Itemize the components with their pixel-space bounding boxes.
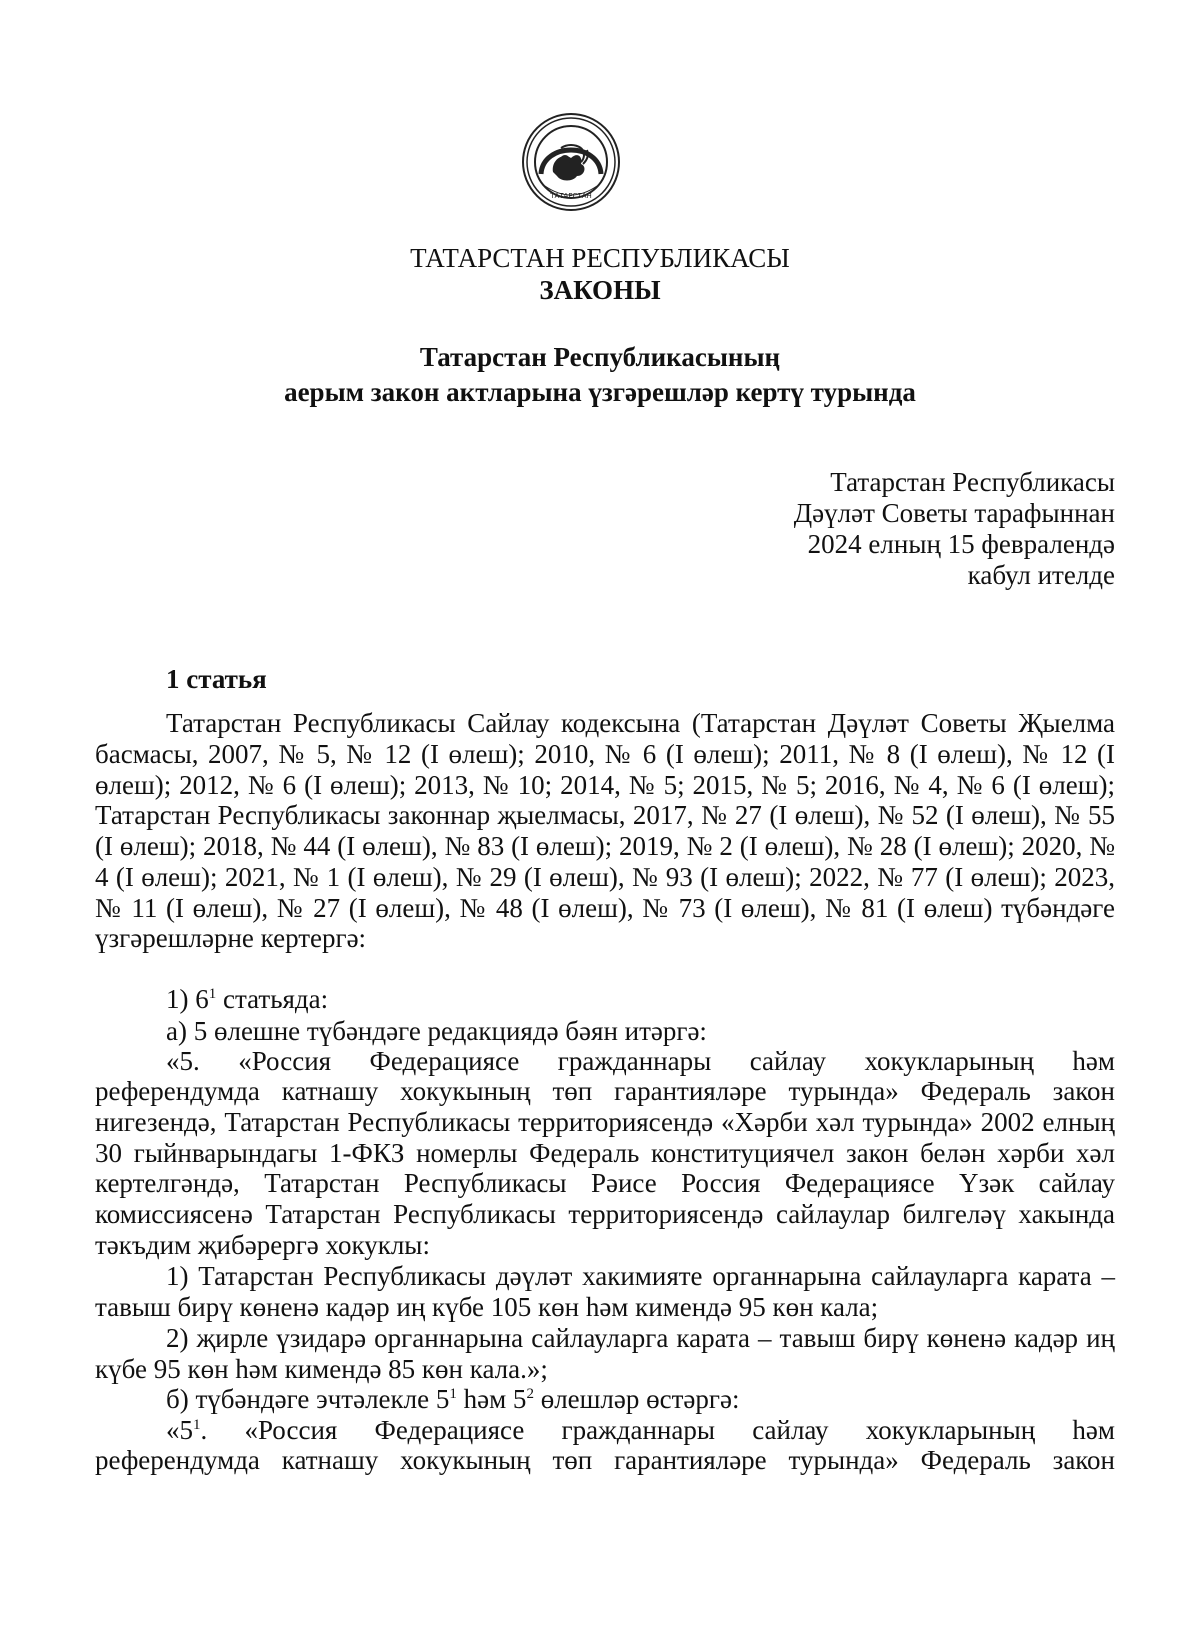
part-5-1-superscript: 1 bbox=[193, 1417, 201, 1433]
item-b-superscript-2: 2 bbox=[526, 1386, 534, 1402]
part-5-first-line: «5. «Россия Федерациясе гражданнары сайлау хокукларының һәм bbox=[166, 1046, 1115, 1076]
doc-type-heading: ЗАКОНЫ bbox=[539, 275, 661, 305]
part-5-paragraph: референдумда катнашу хокукының төп гарантияләре турында» Федераль закон нигезендә, Татарстан Республикасы территориясендә «Хәрби хәл турында» 2002 елның 30 гыйнварындагы 1-ФКЗ номерлы Федераль конституциячел закон белән хәрби хәл кертелгәндә, Татарстан Республикасы Рәисе Россия Федерациясе Үзәк сайлау комиссиясенә Татарстан Республикасы территориясендә сайлаулар билгеләү хакында тәкъдим җибәрергә хокуклы: bbox=[95, 1076, 1115, 1260]
law-title-line-2: аерым закон актларына үзгәрешләр кертү турында bbox=[284, 377, 916, 407]
item-1-line bbox=[166, 984, 328, 1014]
adoption-line-1: Татарстан Республикасы bbox=[830, 467, 1115, 497]
part-5-1-second-line: референдумда катнашу хокукының төп гарантияләре турында» Федераль закон bbox=[95, 1445, 1115, 1475]
item-b-text-mid: һәм 5 bbox=[456, 1384, 527, 1414]
item-1-superscript: 1 bbox=[208, 986, 217, 1002]
law-title-line-1: Татарстан Республикасының bbox=[419, 342, 781, 372]
part-5-1-pre: «5 bbox=[166, 1415, 193, 1445]
tatarstan-emblem-icon bbox=[521, 112, 621, 212]
part-5-1-post: . «Россия Федерациясе гражданнары сайлау хокукларының һәм bbox=[200, 1415, 1115, 1445]
republic-heading: ТАТАРСТАН РЕСПУБЛИКАСЫ bbox=[410, 243, 790, 273]
article-intro-paragraph: Татарстан Республикасы Сайлау кодексына (Татарстан Дәүләт Советы Җыелма басмасы, 2007, № 5, № 12 (I өлеш); 2010, № 6 (I өлеш); 2011, № 8 (I өлеш), № 12 (I өлеш); 2012, № 6 (I өлеш); 2013, № 10; 2014, № 5; 2015, № 5; 2016, № 4, № 6 (I өлеш); Татарстан Республикасы законнар җыелмасы, 2017, № 27 (I өлеш), № 52 (I өлеш), № 55 (I өлеш); 2018, № 44 (I өлеш), № 83 (I өлеш); 2019, № 2 (I өлеш), № 28 (I өлеш); 2020, № 4 (I өлеш); 2021, № 1 (I өлеш), № 29 (I өлеш), № 93 (I өлеш); 2022, № 77 (I өлеш); 2023, № 11 (I өлеш), № 27 (I өлеш), № 48 (I өлеш), № 73 (I өлеш), № 81 (I өлеш) түбәндәге үзгәрешләрне кертергә: bbox=[95, 708, 1115, 954]
subitem-1-paragraph: 1) Татарстан Республикасы дәүләт хакимияте органнарына сайлауларга карата – тавыш бирү көненә кадәр иң күбе 105 көн һәм кимендә 95 көн кала; bbox=[95, 1261, 1115, 1322]
emblem-text: ТАТАРСТАН bbox=[550, 192, 592, 200]
item-b-line bbox=[166, 1384, 739, 1414]
item-1-number: 1) 6 bbox=[166, 984, 209, 1014]
article-title: 1 статья bbox=[166, 664, 267, 694]
adoption-line-4: кабул ителде bbox=[967, 560, 1115, 590]
adoption-line-2: Дәүләт Советы тарафыннан bbox=[793, 498, 1115, 528]
adoption-line-3: 2024 елның 15 февралендә bbox=[807, 529, 1115, 559]
item-a-line: а) 5 өлешне түбәндәге редакциядә бәян итәргә: bbox=[166, 1016, 707, 1046]
subitem-2-paragraph: 2) җирле үзидарә органнарына сайлауларга карата – тавыш бирү көненә кадәр иң күбе 95 көн һәм кимендә 85 көн кала.»; bbox=[95, 1323, 1115, 1384]
item-1-text: статьяда: bbox=[216, 984, 329, 1014]
item-b-text-pre: б) түбәндәге эчтәлекле 5 bbox=[166, 1384, 450, 1414]
item-b-superscript-1: 1 bbox=[449, 1386, 457, 1402]
item-b-text-post: өлешләр өстәргә: bbox=[533, 1384, 740, 1414]
part-5-1-first-line bbox=[166, 1415, 1115, 1445]
